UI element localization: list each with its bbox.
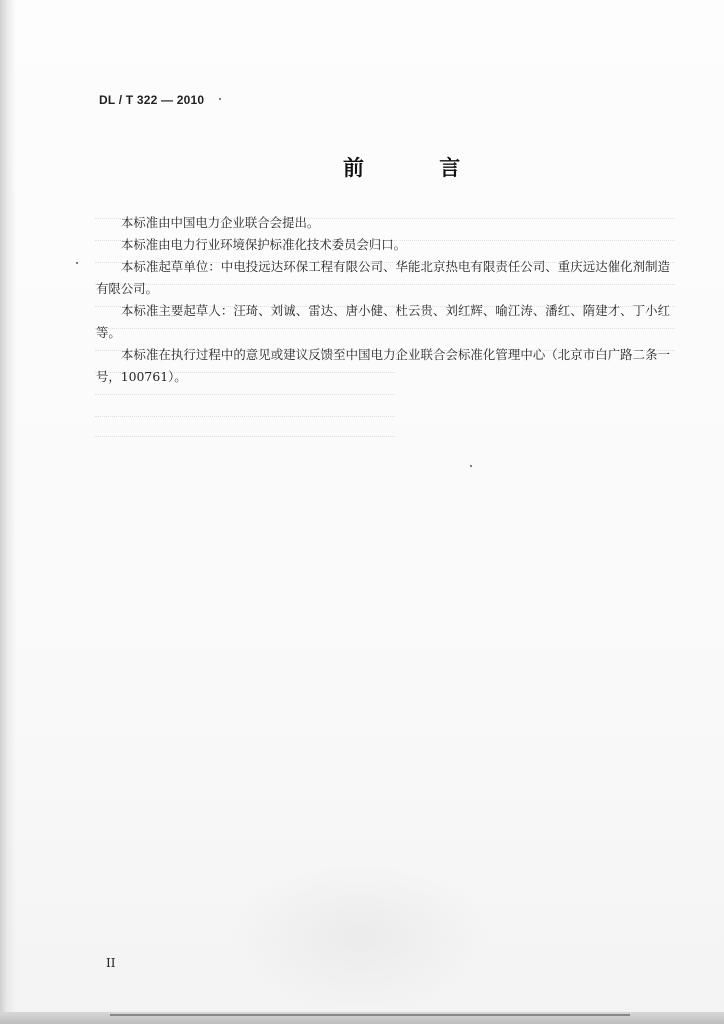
standard-code: DL / T 322 — 2010 [99, 93, 205, 107]
scan-speck [470, 465, 472, 467]
preface-paragraph: 本标准在执行过程中的意见或建议反馈至中国电力企业联合会标准化管理中心（北京市白广路二条一号，100761）。 [96, 347, 670, 384]
preface-paragraph: 本标准由电力行业环境保护标准化技术委员会归口。 [121, 237, 406, 252]
page-number: II [106, 956, 116, 970]
page-bottom-rule [110, 1014, 630, 1016]
scan-speck [219, 98, 221, 100]
preface-paragraph: 本标准由中国电力企业联合会提出。 [121, 215, 320, 230]
page-edge-shadow [0, 0, 16, 1024]
preface-paragraph: 本标准主要起草人：汪琦、刘诚、雷达、唐小健、杜云贵、刘红辉、喻江涛、潘红、隋建才、丁小红等。 [96, 303, 670, 340]
scan-speck [76, 262, 78, 264]
page-title: 前 言 [343, 155, 495, 180]
preface-body [96, 212, 670, 388]
scan-smudge [230, 860, 490, 1010]
preface-paragraph: 本标准起草单位：中电投远达环保工程有限公司、华能北京热电有限责任公司、重庆远达催化剂制造有限公司。 [96, 259, 670, 296]
